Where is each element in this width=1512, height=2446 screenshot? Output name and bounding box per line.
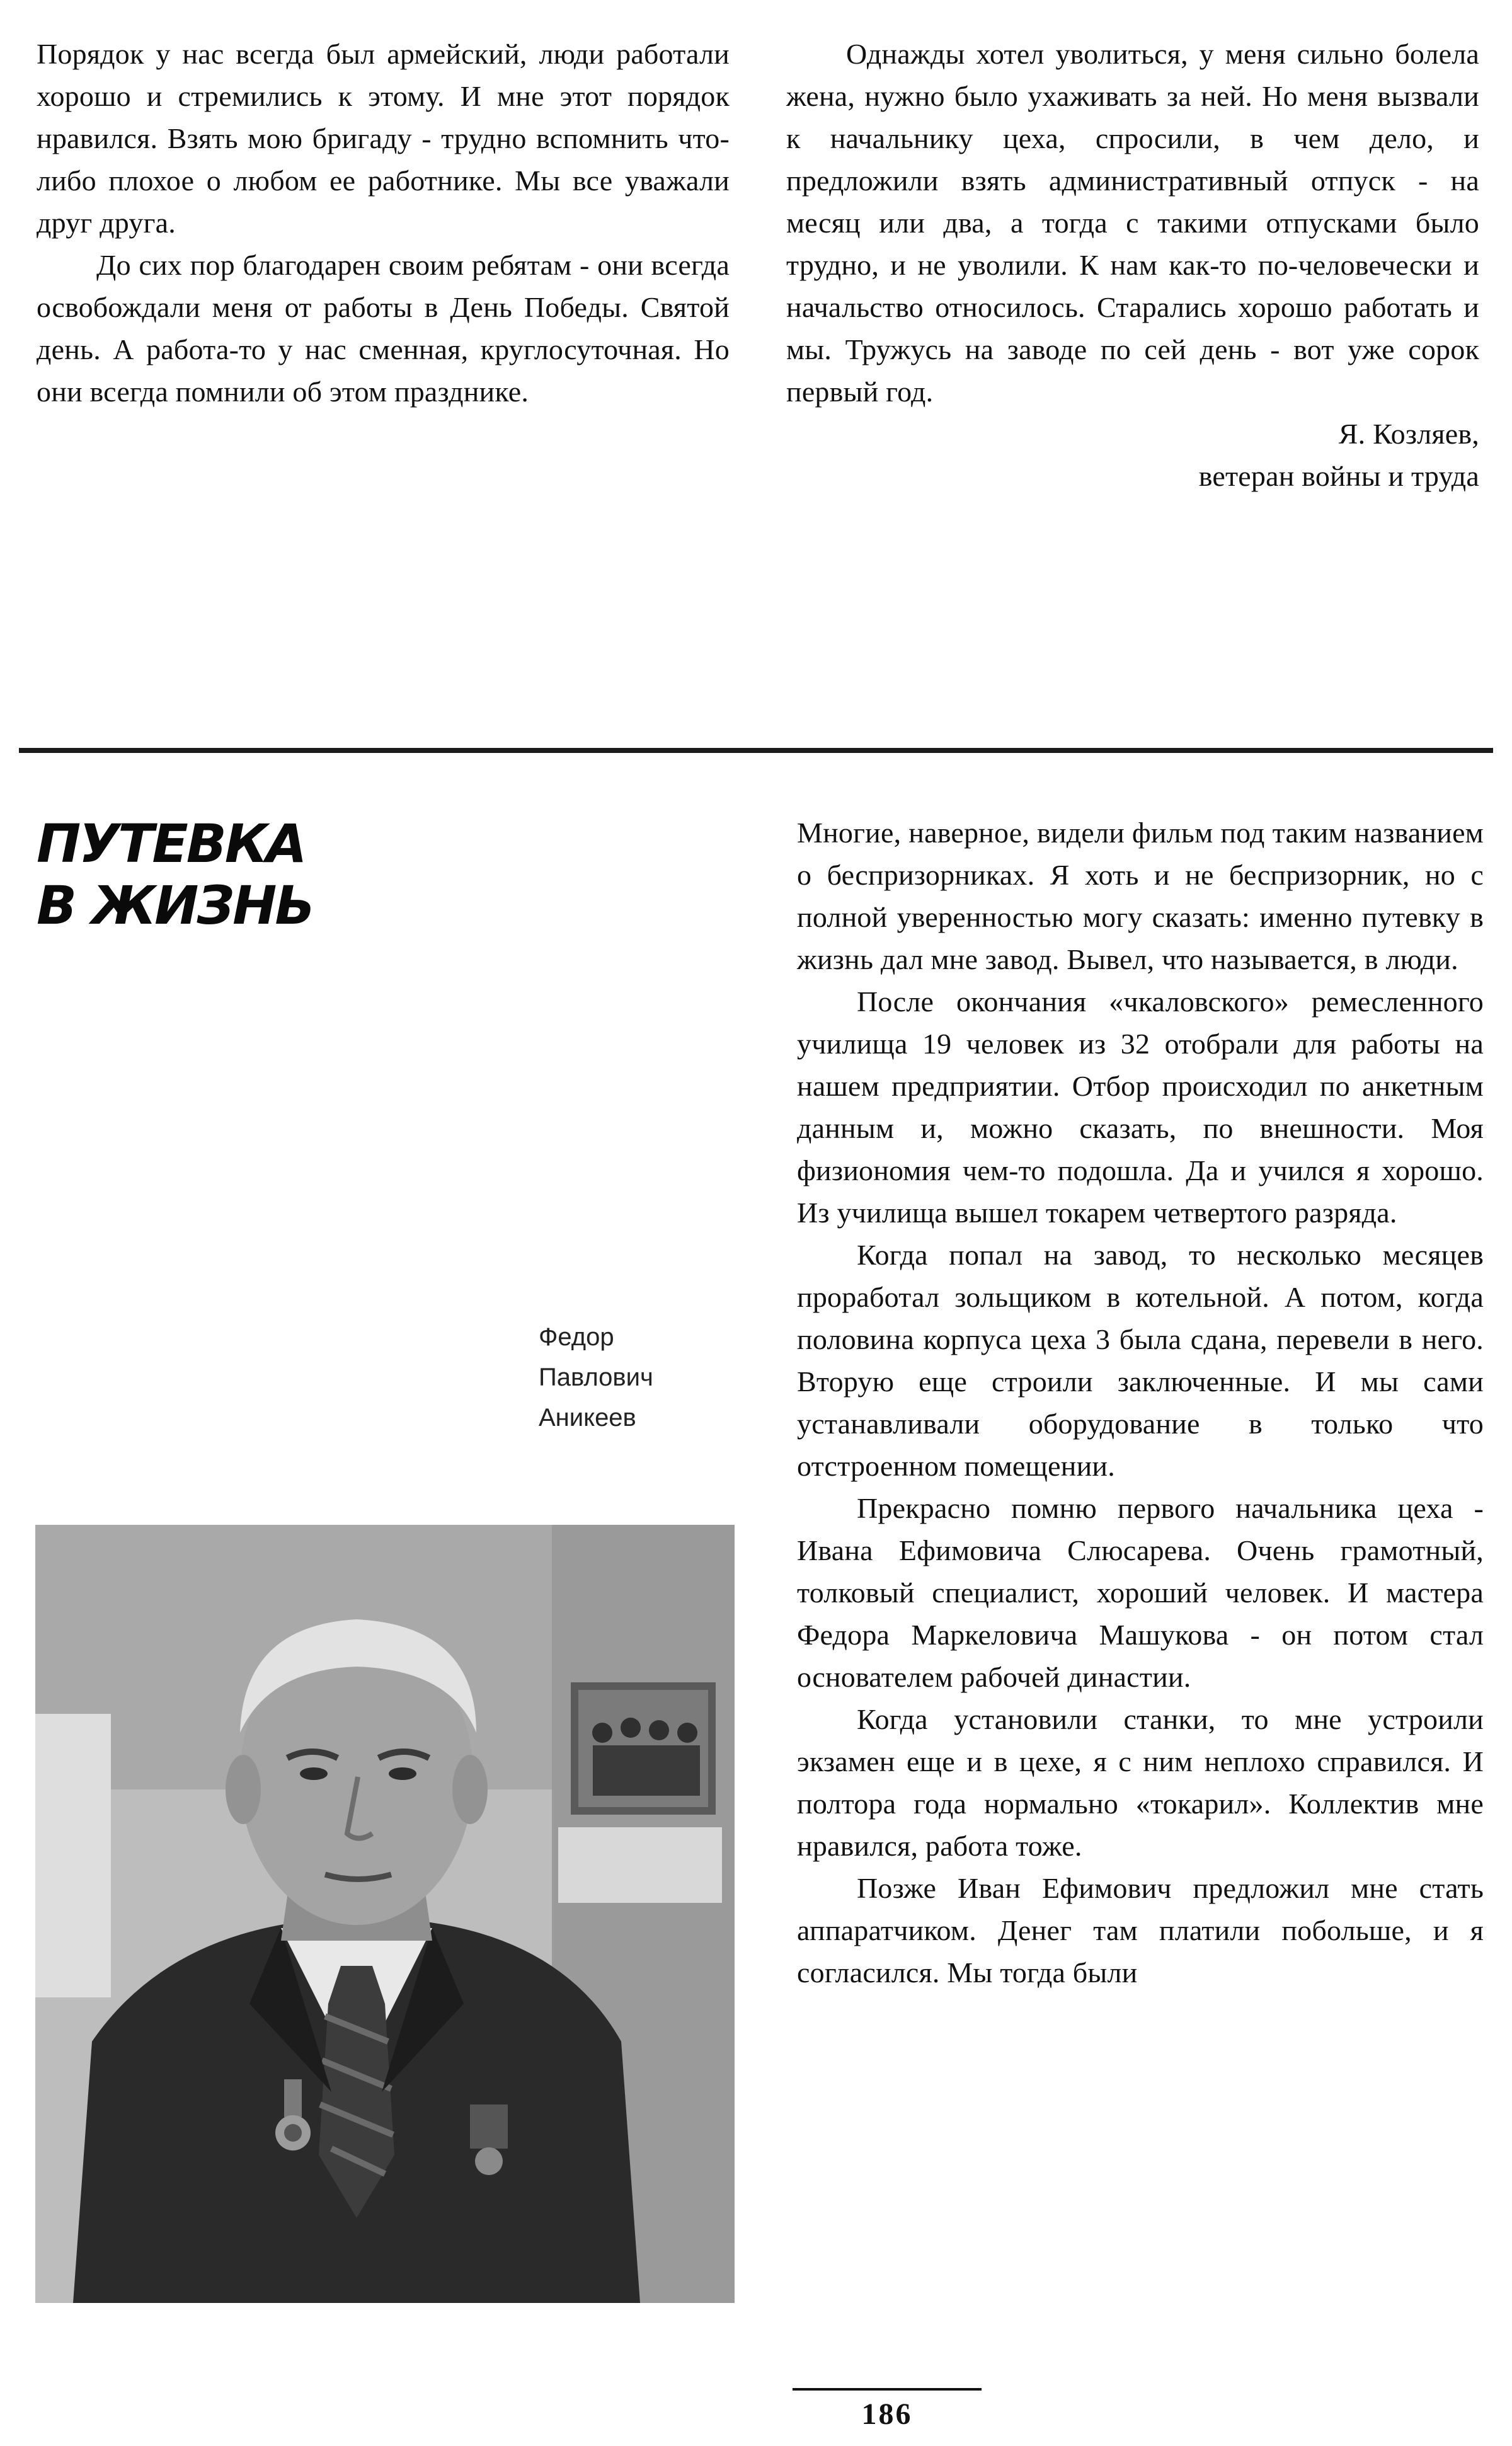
top-right-column xyxy=(786,33,1479,497)
article-paragraph-5: Когда установили станки, то мне устроили экзамен еще и в цехе, я с ним неплохо справился. И полтора года нормально «токарил». Коллектив мне нравился, работа тоже. xyxy=(797,1703,1484,1862)
photo-caption-line-2: Павлович xyxy=(539,1364,653,1391)
photo-caption xyxy=(539,1317,728,1438)
signature-name: Я. Козляев, xyxy=(1338,418,1479,450)
top-right-paragraph-1: Однажды хотел уволиться, у меня сильно болела жена, нужно было ухаживать за ней. Но меня вызвали к начальнику цеха, спросили, в чем дело, и предложили взять административный отпуск - на месяц или два, а тогда с такими отпусками было трудно, и не уволили. К нам как-то по-человечески и начальство относилось. Старались хорошо работать и мы. Тружусь на заводе по сей день - вот уже сорок первый год. xyxy=(786,38,1479,408)
section-divider xyxy=(19,748,1493,753)
article-paragraph-6: Позже Иван Ефимович предложил мне стать аппаратчиком. Денег там платили побольше, и я согласился. Мы тогда были xyxy=(797,1872,1484,1989)
top-left-column xyxy=(37,33,730,413)
article-paragraph-1: Многие, наверное, видели фильм под таким названием о беспризорниках. Я хоть и не беспризорник, но с полной уверенностью могу сказать: именно путевку в жизнь дал мне завод. Вывел, что называется, в люди. xyxy=(797,817,1484,975)
page-number-rule xyxy=(793,2388,982,2391)
article-paragraph-3: Когда попал на завод, то несколько месяцев проработал зольщиком в котельной. А потом, когда половина корпуса цеха 3 была сдана, перевели в него. Вторую еще строили заключенные. И мы сами устанавливали оборудование в только что отстроенном помещении. xyxy=(797,1239,1484,1482)
top-left-paragraph-1: Порядок у нас всегда был армейский, люди работали хорошо и стремились к этому. И мне этот порядок нравился. Взять мою бригаду - трудно вспомнить что-либо плохое о любом ее работнике. Мы все уважали друг друга. xyxy=(37,38,730,239)
portrait-photo xyxy=(35,1525,735,2303)
article-title-line-1: ПУТЕВКА xyxy=(37,813,306,875)
article-title-line-2: В ЖИЗНЬ xyxy=(37,875,314,936)
article-body xyxy=(797,812,1484,1994)
article-title xyxy=(37,813,415,936)
portrait-illustration xyxy=(35,1525,735,2303)
article-paragraph-2: После окончания «чкаловского» ремесленного училища 19 человек из 32 отобрали для работы на нашем предприятии. Отбор происходил по анкетным данным и, можно сказать, по внешности. Моя физиономия чем-то подошла. Да и учился я хорошо. Из училища вышел токарем четвертого разряда. xyxy=(797,985,1484,1229)
article-paragraph-4: Прекрасно помню первого начальника цеха - Ивана Ефимовича Слюсарева. Очень грамотный, толковый специалист, хороший человек. И мастера Федора Маркеловича Машукова - он потом стал основателем рабочей династии. xyxy=(797,1492,1484,1693)
photo-caption-line-3: Аникеев xyxy=(539,1404,636,1432)
top-left-paragraph-2: До сих пор благодарен своим ребятам - они всегда освобождали меня от работы в День Победы. Святой день. А работа-то у нас сменная, круглосуточная. Но они всегда помнили об этом празднике. xyxy=(37,249,730,408)
signature-title: ветеран войны и труда xyxy=(1198,460,1479,492)
page-number: 186 xyxy=(861,2397,913,2431)
photo-caption-line-1: Федор xyxy=(539,1323,614,1351)
